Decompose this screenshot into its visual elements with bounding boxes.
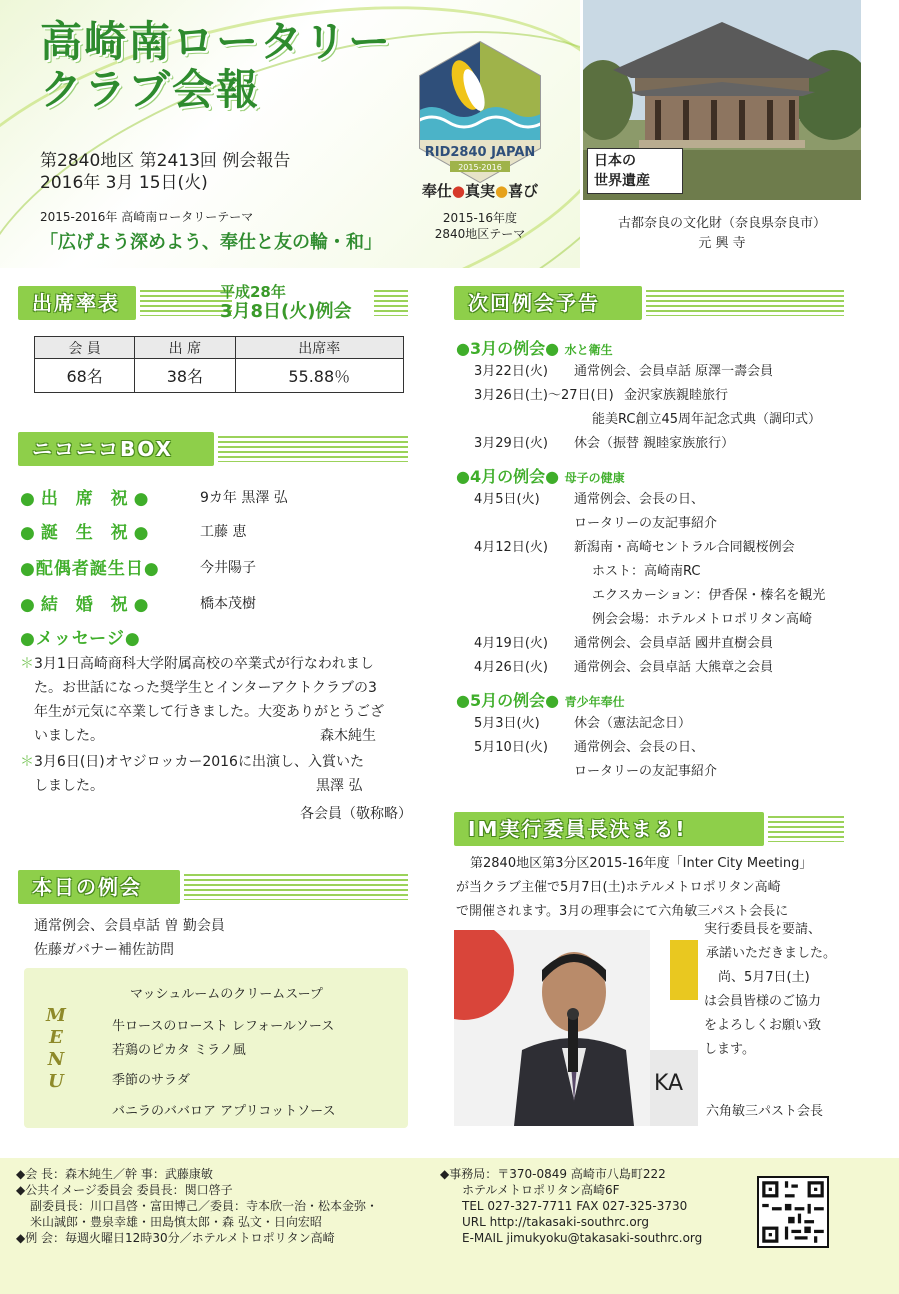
list-item-value: 9カ年 黒澤 弘 bbox=[200, 490, 288, 506]
im-line: が当クラブ主催で5月7日(土)ホテルメトロポリタン高崎 bbox=[456, 880, 781, 895]
menu-item: 若鶏のピカタ ミラノ風 bbox=[112, 1043, 246, 1058]
message-line: 年生が元気に卒業して行きました。大変ありがとうござ bbox=[34, 704, 384, 720]
meeting-info bbox=[40, 150, 290, 194]
today-heading bbox=[18, 870, 408, 904]
title-line-2: クラブ会報 bbox=[40, 65, 261, 114]
schedule-date: 3月22日(火) bbox=[474, 364, 548, 379]
list-item bbox=[474, 512, 854, 536]
message-author: 森木純生 bbox=[320, 728, 376, 744]
logo-badge-years: 2015-2016 bbox=[458, 163, 502, 172]
menu-letter: E bbox=[49, 1027, 63, 1048]
footer-line: ◆会 長：森木純生／幹 事：武藤康敏 bbox=[16, 1167, 213, 1181]
footer-line: 米山誠郎・豊泉幸雄・田島慎太郎・森 弘文・日向宏昭 bbox=[30, 1215, 322, 1229]
schedule-text: ロータリーの友記事紹介 bbox=[574, 516, 718, 531]
menu-item: 季節のサラダ bbox=[112, 1073, 190, 1088]
motto-dot: ● bbox=[451, 182, 465, 200]
qr-code-icon bbox=[757, 1176, 829, 1248]
newsletter-title bbox=[40, 18, 392, 114]
schedule-may bbox=[474, 712, 854, 784]
schedule-text: ホスト：高崎南RC bbox=[592, 564, 701, 579]
menu-letter: M bbox=[46, 1005, 66, 1026]
list-item-label: ●配偶者誕生日● bbox=[20, 559, 160, 579]
asterisk-icon: ＊ bbox=[20, 656, 34, 672]
footer-line: ホテルメトロポリタン高崎6F bbox=[462, 1183, 620, 1197]
im-paragraph bbox=[456, 852, 856, 924]
motto-dot: ● bbox=[495, 182, 509, 200]
attendance-heading-text: 出席率表 bbox=[18, 286, 136, 320]
motto-word: 真実 bbox=[464, 182, 495, 200]
list-item bbox=[474, 536, 854, 560]
message-2 bbox=[20, 750, 410, 798]
theme-label: 2015-2016年 高崎南ロータリーテーマ bbox=[40, 210, 254, 224]
schedule-text: 休会（振替 親睦家族旅行） bbox=[574, 436, 735, 451]
footer-office-info bbox=[440, 1166, 750, 1246]
schedule-date: 5月3日(火) bbox=[474, 716, 540, 731]
list-item-label: ●誕 生 祝● bbox=[20, 523, 155, 543]
im-line: で開催されます。3月の理事会にて六角敏三パスト会長に bbox=[456, 904, 789, 919]
schedule-text: 新潟南・高崎セントラル合同観桜例会 bbox=[574, 540, 795, 555]
im-side-line: は会員皆様のご協力 bbox=[704, 994, 822, 1009]
menu-item: 牛ロースのロースト レフォールソース bbox=[112, 1019, 335, 1034]
im-line: 第2840地区第3分区2015-16年度「Inter City Meeting」 bbox=[470, 856, 813, 871]
month-title: ●4月の例会● bbox=[456, 467, 560, 486]
club-theme: 「広げよう深めよう、奉仕と友の輪・和」 bbox=[40, 232, 382, 253]
menu-item: マッシュルームのクリームスープ bbox=[130, 987, 323, 1002]
members-count: 68名 bbox=[35, 359, 135, 393]
list-item-label: ●出 席 祝● bbox=[20, 489, 155, 509]
menu-letter: U bbox=[48, 1071, 64, 1092]
month-theme: 水と衛生 bbox=[564, 343, 613, 357]
list-item-value: 工藤 恵 bbox=[200, 524, 247, 540]
attended-count: 38名 bbox=[135, 359, 235, 393]
schedule-text: エクスカーション：伊香保・榛名を観光 bbox=[592, 588, 826, 603]
attendance-rate: 55.88％ bbox=[235, 359, 404, 393]
nikoniko-heading-text: ニコニコBOX bbox=[18, 432, 214, 466]
list-item bbox=[474, 760, 854, 784]
list-item bbox=[474, 736, 854, 760]
im-heading bbox=[454, 812, 844, 846]
schedule-date: 5月10日(火) bbox=[474, 740, 548, 755]
list-item-value: 今井陽子 bbox=[200, 560, 256, 576]
message-1 bbox=[20, 652, 410, 748]
today-details bbox=[34, 914, 225, 962]
list-item bbox=[474, 712, 854, 736]
im-heading-text: IM実行委員長決まる! bbox=[454, 812, 764, 846]
list-item bbox=[474, 560, 854, 584]
list-item-label: ●結 婚 祝● bbox=[20, 595, 155, 615]
attendance-date-line: 平成28年 bbox=[220, 283, 286, 301]
list-item bbox=[474, 360, 854, 384]
asterisk-icon: ＊ bbox=[20, 754, 34, 770]
table-header: 出 席 bbox=[135, 337, 235, 359]
menu-letter: N bbox=[47, 1049, 65, 1070]
schedule-text: 例会会場：ホテルメトロポリタン高崎 bbox=[592, 612, 812, 627]
message-line: いました。 bbox=[34, 728, 104, 744]
footer-line: E-MAIL jimukyoku@takasaki-southrc.org bbox=[462, 1231, 703, 1245]
schedule-date: 4月12日(火) bbox=[474, 540, 548, 555]
im-side-line: をよろしくお願い致 bbox=[704, 1018, 822, 1033]
schedule-text: 休会（憲法記念日） bbox=[574, 716, 692, 731]
next-meeting-heading bbox=[454, 286, 844, 320]
month-title: ●5月の例会● bbox=[456, 691, 560, 710]
footer-club-info bbox=[16, 1166, 426, 1246]
table-row bbox=[35, 359, 404, 393]
message-line: た。お世話になった奨学生とインターアクトクラブの3 bbox=[34, 680, 377, 696]
schedule-text: 通常例会、会員卓話 國井直樹会員 bbox=[574, 636, 774, 651]
logo-caption bbox=[405, 210, 555, 242]
schedule-date: 4月19日(火) bbox=[474, 636, 548, 651]
schedule-date: 4月26日(火) bbox=[474, 660, 548, 675]
month-label bbox=[456, 336, 613, 359]
list-item-value: 橋本茂樹 bbox=[200, 596, 256, 612]
today-line: 佐藤ガバナー補佐訪問 bbox=[34, 942, 174, 958]
next-heading-text: 次回例会予告 bbox=[454, 286, 642, 320]
closing-note: 各会員（敬称略） bbox=[300, 806, 412, 822]
im-side-line: 実行委員長を要請、 bbox=[704, 922, 822, 937]
im-side-line: 承諾いただきました。 bbox=[706, 946, 837, 961]
attendance-table bbox=[34, 336, 404, 393]
photo-caption-line: 古都奈良の文化財（奈良県奈良市） bbox=[617, 216, 826, 231]
list-item bbox=[474, 408, 854, 432]
photo-caption bbox=[583, 214, 861, 254]
attendance-date bbox=[220, 282, 352, 322]
month-theme: 青少年奉仕 bbox=[564, 695, 625, 709]
today-line: 通常例会、会員卓話 曽 勤会員 bbox=[34, 918, 225, 934]
menu-vertical-label bbox=[44, 1005, 68, 1093]
schedule-text: 金沢家族親睦旅行 bbox=[624, 388, 729, 403]
photo-caption-line: 元 興 寺 bbox=[698, 236, 746, 251]
meeting-number: 第2840地区 第2413回 例会報告 bbox=[40, 151, 291, 171]
logo-badge-text: RID2840 JAPAN bbox=[424, 145, 536, 160]
logo-caption-line: 2015-16年度 bbox=[442, 211, 518, 225]
schedule-date: 3月26日(土)～27日(日) bbox=[474, 388, 614, 403]
list-item bbox=[474, 656, 854, 680]
motto-word: 奉仕 bbox=[421, 182, 452, 200]
month-label bbox=[456, 464, 625, 487]
message-author: 黒澤 弘 bbox=[316, 778, 363, 794]
month-title: ●3月の例会● bbox=[456, 339, 560, 358]
message-line: しました。 bbox=[34, 778, 104, 794]
message-line: 3月1日高崎商科大学附属高校の卒業式が行なわれまし bbox=[34, 656, 374, 672]
table-row bbox=[35, 337, 404, 359]
list-item bbox=[474, 608, 854, 632]
list-item bbox=[474, 632, 854, 656]
message-label: ●メッセージ● bbox=[20, 629, 141, 649]
schedule-march bbox=[474, 360, 854, 456]
schedule-text: 通常例会、会長の日、 bbox=[574, 740, 705, 755]
today-heading-text: 本日の例会 bbox=[18, 870, 180, 904]
footer-line: ◆公共イメージ委員会 委員長：関口啓子 bbox=[16, 1183, 233, 1197]
schedule-text: ロータリーの友記事紹介 bbox=[574, 764, 718, 779]
im-side-text bbox=[704, 918, 864, 1062]
schedule-date: 4月5日(火) bbox=[474, 492, 540, 507]
badge-line: 世界遺産 bbox=[594, 173, 650, 189]
motto-word: 喜び bbox=[508, 182, 539, 200]
district-logo-icon bbox=[416, 40, 544, 184]
list-item bbox=[474, 432, 854, 456]
month-label bbox=[456, 688, 625, 711]
speaker-caption: 六角敏三パスト会長 bbox=[706, 1104, 824, 1119]
district-motto bbox=[405, 180, 555, 201]
footer-line: TEL 027-327-7711 FAX 027-325-3730 bbox=[462, 1199, 688, 1213]
footer-line: URL http://takasaki-southrc.org bbox=[462, 1215, 650, 1229]
meeting-date: 2016年 3月 15日(火) bbox=[40, 173, 208, 193]
footer-line: ◆事務局：〒370-0849 高崎市八島町222 bbox=[440, 1167, 666, 1181]
month-theme: 母子の健康 bbox=[564, 471, 625, 485]
schedule-text: 通常例会、会員卓話 原澤一壽会員 bbox=[574, 364, 774, 379]
footer-line: ◆例 会：毎週火曜日12時30分／ホテルメトロポリタン高崎 bbox=[16, 1231, 335, 1245]
schedule-date: 3月29日(火) bbox=[474, 436, 548, 451]
list-item bbox=[474, 488, 854, 512]
schedule-april bbox=[474, 488, 854, 680]
message-line: 3月6日(日)オヤジロッカー2016に出演し、入賞いた bbox=[34, 754, 364, 770]
schedule-text: 通常例会、会長の日、 bbox=[574, 492, 705, 507]
attendance-date-line: 3月8日(火)例会 bbox=[220, 301, 352, 322]
im-side-line: します。 bbox=[704, 1042, 755, 1057]
schedule-text: 能美RC創立45周年記念式典（調印式） bbox=[592, 412, 822, 427]
footer-line: 副委員長：川口昌啓・富田博己／委員：寺本欣一治・松本金弥・ bbox=[30, 1199, 379, 1213]
world-heritage-badge bbox=[587, 148, 683, 194]
speaker-photo bbox=[454, 930, 698, 1126]
im-side-line: 尚、5月7日(土) bbox=[718, 970, 810, 985]
table-header: 会 員 bbox=[35, 337, 135, 359]
schedule-text: 通常例会、会員卓話 大熊章之会員 bbox=[574, 660, 774, 675]
list-item bbox=[474, 384, 854, 408]
menu-item: バニラのババロア アプリコットソース bbox=[112, 1104, 336, 1119]
table-header: 出席率 bbox=[235, 337, 404, 359]
list-item bbox=[474, 584, 854, 608]
title-line-1: 高崎南ロータリー bbox=[40, 17, 393, 66]
badge-line: 日本の bbox=[594, 153, 636, 169]
logo-caption-line: 2840地区テーマ bbox=[434, 227, 526, 241]
nikoniko-heading bbox=[18, 432, 408, 466]
svg-text:KA: KA bbox=[654, 1071, 684, 1096]
